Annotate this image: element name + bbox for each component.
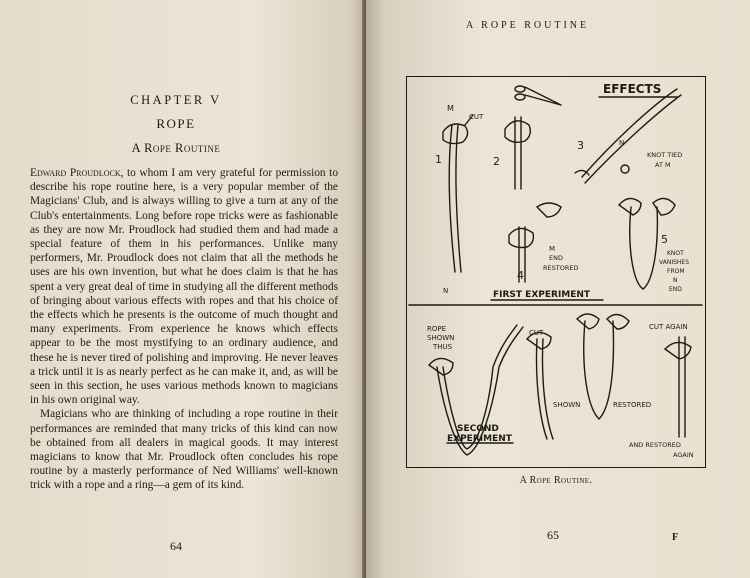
left-page	[0, 0, 364, 578]
rope-fig-3b	[585, 95, 681, 183]
label-n-fig1: N	[443, 287, 449, 295]
running-head: A ROPE ROUTINE	[466, 20, 590, 31]
second-experiment-line1: SECOND	[457, 424, 499, 434]
label-shown: SHOWN	[553, 401, 581, 409]
knot-vanishes-line4: N	[673, 277, 678, 284]
number-3: 3	[577, 139, 584, 152]
rope-shown-line3: THUS	[433, 343, 453, 351]
first-experiment-label: FIRST EXPERIMENT	[493, 290, 591, 300]
number-4: 4	[517, 269, 524, 282]
knot-vanishes-line3: FROM	[667, 268, 685, 275]
label-n-fig3: N	[619, 139, 625, 147]
label-and-restored: AND RESTORED	[629, 441, 681, 449]
rope-shown-line1: ROPE	[427, 325, 447, 333]
hand-second-1	[429, 358, 453, 375]
knot-fig-3	[621, 165, 629, 173]
rope-second-2b	[542, 339, 553, 439]
rope-second-3	[584, 321, 614, 419]
rope-fig-5	[630, 207, 658, 289]
rope-shown-line2: SHOWN	[427, 334, 455, 342]
rope-fig-1a	[449, 125, 455, 272]
hand-fig-4a	[509, 228, 533, 247]
label-cut: CUT	[469, 113, 484, 121]
label-again: AGAIN	[673, 451, 694, 459]
effects-heading: EFFECTS	[603, 82, 662, 96]
knot-vanishes-line2: VANISHES	[659, 259, 690, 266]
knot-vanishes-line1: KNOT	[667, 250, 684, 257]
figure-caption: A Rope Routine.	[519, 475, 593, 486]
label-restored: RESTORED	[613, 401, 652, 409]
label-cut-again: CUT AGAIN	[649, 323, 688, 331]
label-m: M	[447, 104, 454, 113]
paragraph-1	[30, 166, 338, 407]
second-experiment-line2: EXPERIMENT	[447, 434, 512, 444]
scissors-ring-2	[515, 94, 525, 100]
knot-tied-line1: KNOT TIED	[647, 151, 683, 159]
number-5: 5	[661, 233, 668, 246]
hand-second-3a	[577, 314, 599, 329]
page-number-right: 65	[547, 528, 559, 542]
rope-fig-1b	[456, 125, 461, 272]
hand-fig-5a	[619, 198, 641, 215]
paragraph-2: Magicians who are thinking of including a rope routine in their performances are reminded that many tricks of this kind can now be obtained from all dealers in magical goods. It may interest magicians to know that Mr. Proudlock often concludes his rope routine by a masterly performance of Ned Williams' well-known trick with a rope and a ring—a gem of its kind.	[30, 408, 338, 492]
knot-vanishes-line5: END	[669, 286, 682, 293]
knot-tied-line2: AT M	[655, 161, 671, 169]
chapter-title: ROPE	[156, 116, 196, 131]
signature-mark: F	[672, 532, 679, 543]
m-end-line2: END	[549, 254, 563, 262]
number-1: 1	[435, 153, 442, 166]
page-number-left: 64	[170, 539, 182, 553]
section-subtitle: A Rope Routine	[131, 141, 221, 155]
hand-fig-4b	[537, 203, 561, 217]
paragraph-1-text: , to whom I am very grateful for permission to describe his rope routine here, is a very popular member of the Magicians' Club, and is always willing to give a turn at any of the Club's entertainments. Long before rope tricks were as fashionable as they are now Mr. Proudlock had studied them and had made a special feature of them in his performances. Unlike many performers, Mr. Proudlock does not claim that all the methods he uses are his own invention, but what he does claim is that he has spent a very great deal of time in studying all the different methods of bringing about various effects with ropes and that his choice of the effects which he presents is the outcome of much thought and many experiments. From experience he knows which effects appear to be the most mystifying to an ordinary audience, and these he is never tired of polishing and improving. He never leaves a trick until it is as nearly perfect as he can make it, and, as will be seen in this section, he uses various methods known to magicians in his own original way.	[30, 167, 339, 407]
chapter-heading: CHAPTER V	[130, 93, 222, 107]
illustration-svg	[407, 77, 704, 466]
hand-second-3b	[607, 314, 629, 329]
hand-fig-2	[505, 121, 530, 143]
hand-second-4	[665, 342, 691, 359]
hand-fig-5b	[653, 198, 675, 215]
hand-fig-1	[443, 124, 468, 144]
lead-name: Edward Proudlock	[30, 167, 121, 179]
scissors-blades	[525, 87, 561, 105]
rope-second-2a	[536, 339, 547, 439]
body-text	[30, 166, 338, 493]
rope-routine-illustration	[406, 76, 706, 468]
m-end-line1: M	[549, 245, 556, 253]
m-end-line3: RESTORED	[543, 264, 579, 272]
label-cut-2: CUT	[529, 329, 544, 337]
number-2: 2	[493, 155, 500, 168]
scissors-ring-1	[515, 86, 525, 92]
